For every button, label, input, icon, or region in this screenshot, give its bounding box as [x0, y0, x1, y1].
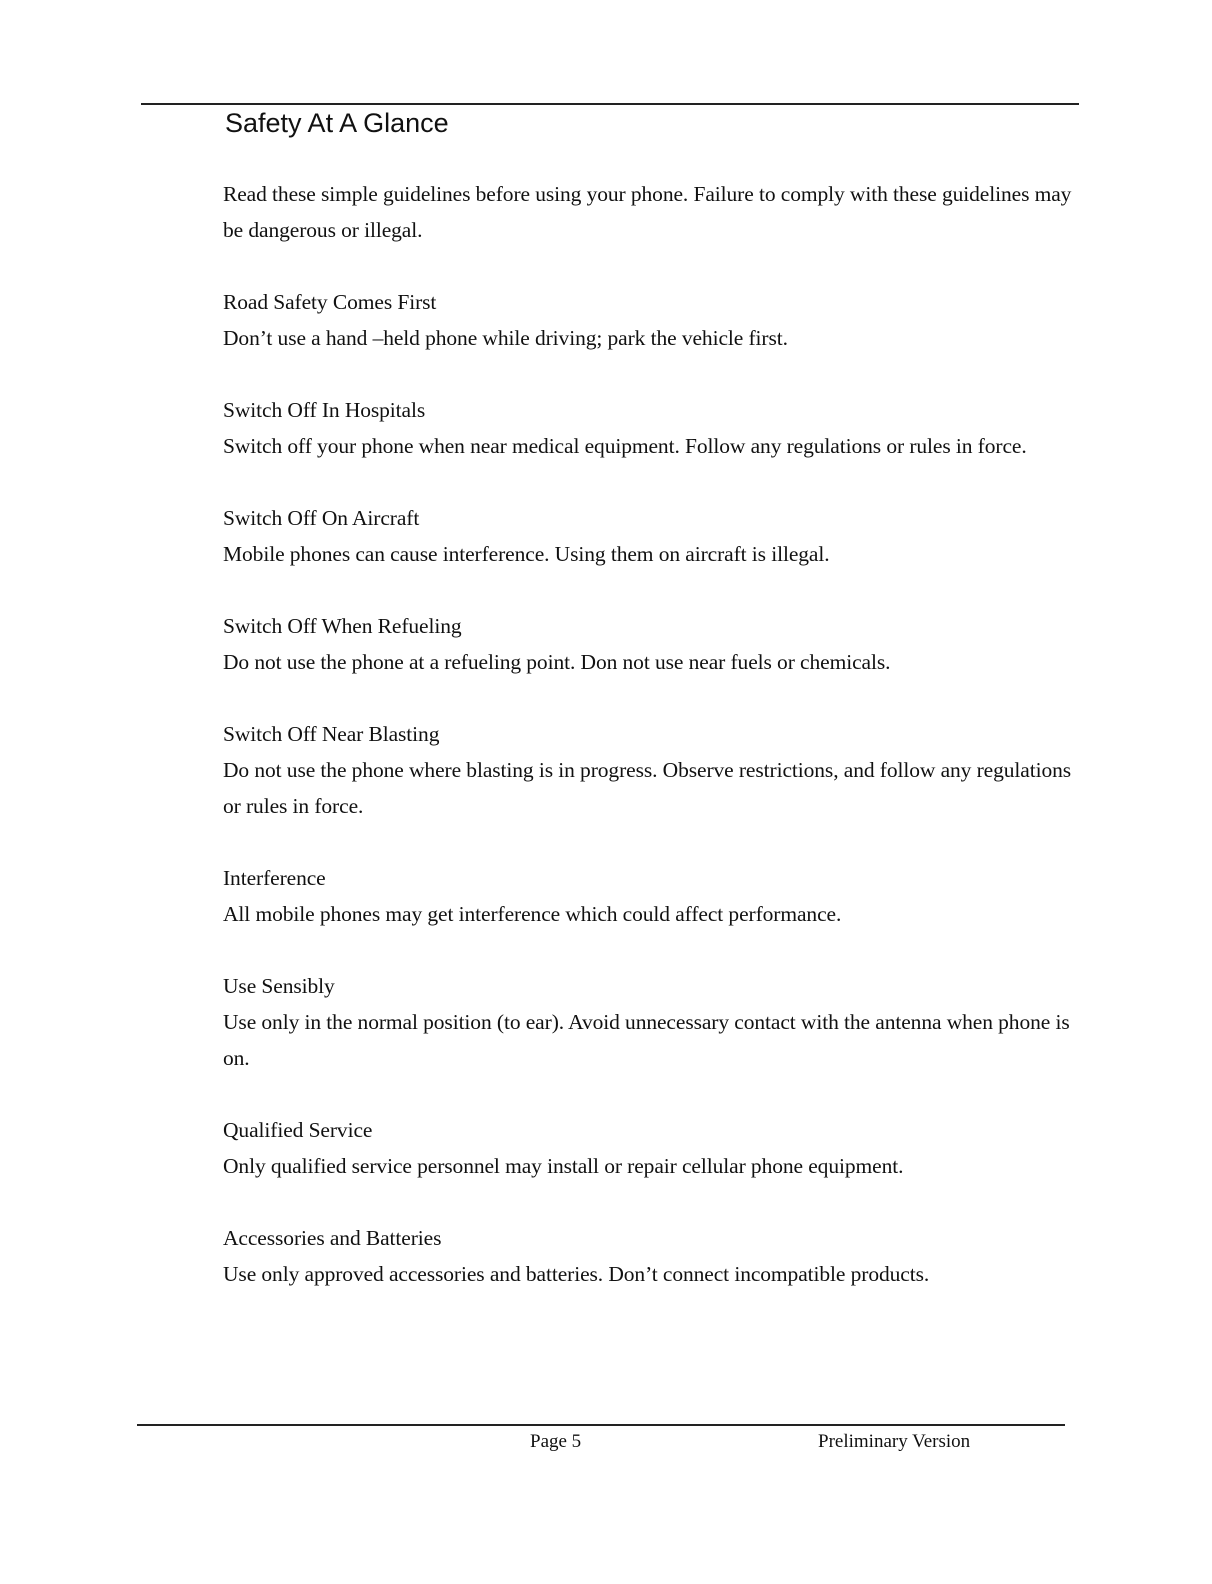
section-heading: Switch Off Near Blasting [223, 722, 440, 746]
section-refueling [223, 608, 1073, 680]
section-heading: Use Sensibly [223, 974, 335, 998]
section-heading: Switch Off When Refueling [223, 614, 462, 638]
section-qualified-service [223, 1112, 1073, 1184]
section-body: Switch off your phone when near medical equipment. Follow any regulations or rules in force. [223, 434, 1027, 458]
page-title: Safety At A Glance [225, 108, 449, 138]
section-aircraft [223, 500, 1073, 572]
section-heading: Interference [223, 866, 326, 890]
section-heading: Road Safety Comes First [223, 290, 437, 314]
section-body: Use only in the normal position (to ear). Avoid unnecessary contact with the antenna when phone is on. [223, 1010, 1070, 1070]
section-body: All mobile phones may get interference which could affect performance. [223, 902, 842, 926]
section-interference [223, 860, 1073, 932]
intro-paragraph: Read these simple guidelines before using your phone. Failure to comply with these guidelines may be dangerous or illegal. [223, 182, 1072, 242]
section-body: Mobile phones can cause interference. Using them on aircraft is illegal. [223, 542, 830, 566]
section-body: Use only approved accessories and batteries. Don’t connect incompatible products. [223, 1262, 930, 1286]
section-road-safety [223, 284, 1073, 356]
document-body [223, 176, 1073, 1328]
section-heading: Accessories and Batteries [223, 1226, 442, 1250]
section-body: Do not use the phone at a refueling point. Don not use near fuels or chemicals. [223, 650, 891, 674]
footer-divider [137, 1424, 1065, 1426]
section-accessories [223, 1220, 1073, 1292]
section-heading: Switch Off On Aircraft [223, 506, 420, 530]
section-body: Do not use the phone where blasting is in progress. Observe restrictions, and follow any regulations or rules in force. [223, 758, 1072, 818]
section-use-sensibly [223, 968, 1073, 1076]
section-body: Don’t use a hand –held phone while driving; park the vehicle first. [223, 326, 788, 350]
section-hospitals [223, 392, 1073, 464]
section-heading: Switch Off In Hospitals [223, 398, 426, 422]
page-number: Page 5 [530, 1431, 582, 1452]
section-body: Only qualified service personnel may install or repair cellular phone equipment. [223, 1154, 904, 1178]
version-label: Preliminary Version [818, 1431, 971, 1452]
section-blasting [223, 716, 1073, 824]
section-heading: Qualified Service [223, 1118, 373, 1142]
